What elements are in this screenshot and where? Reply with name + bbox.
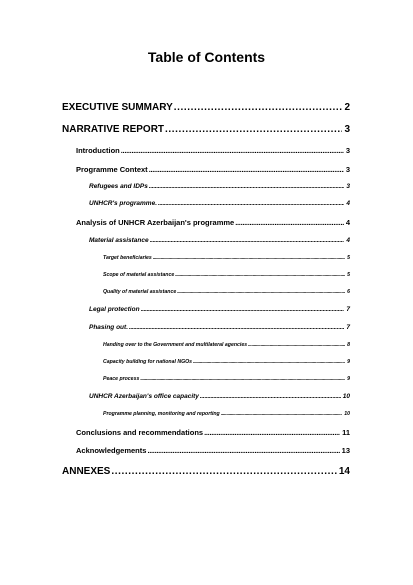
dot-leader xyxy=(149,165,344,174)
dot-leader xyxy=(158,200,344,207)
toc-page-number: 4 xyxy=(346,237,350,244)
toc-page-number: 9 xyxy=(347,359,350,365)
toc-entry-refugees-and-idps[interactable] xyxy=(89,183,350,190)
dot-leader xyxy=(147,446,339,455)
toc-page-number: 7 xyxy=(346,324,350,331)
toc-entry-quality-of-material-assistance[interactable] xyxy=(103,289,350,295)
toc-entry-label: Material assistance xyxy=(89,237,149,244)
toc-entry-programme-context[interactable] xyxy=(76,165,350,174)
toc-entry-phasing-out[interactable] xyxy=(89,324,350,331)
toc-page-number: 9 xyxy=(347,376,350,382)
toc-page-number: 11 xyxy=(342,428,350,437)
dot-leader xyxy=(204,428,340,437)
toc-entry-label: Target beneficiaries xyxy=(103,255,152,261)
toc-entry-executive-summary[interactable] xyxy=(62,102,350,113)
toc-entry-introduction[interactable] xyxy=(76,146,350,155)
page-title: Table of Contents xyxy=(147,49,266,65)
toc-page-number: 10 xyxy=(344,411,350,417)
toc-entry-target-beneficiaries[interactable] xyxy=(103,255,350,261)
toc-entry-unhcr-programme[interactable] xyxy=(89,200,350,207)
toc-entry-label: Introduction xyxy=(76,146,120,155)
dot-leader xyxy=(177,289,345,295)
toc-entry-annexes[interactable] xyxy=(62,466,350,477)
toc-page-number: 4 xyxy=(345,218,350,227)
toc-page-number: 4 xyxy=(346,200,350,207)
toc-entry-label: Legal protection xyxy=(89,306,140,313)
toc-entry-label: Handing over to the Government and multilateral agencies xyxy=(103,342,248,348)
toc-page-number: 13 xyxy=(341,446,350,455)
toc-entry-conclusions[interactable] xyxy=(76,428,350,437)
toc-page-number: 2 xyxy=(344,102,350,113)
toc-entry-programme-planning[interactable] xyxy=(103,411,350,417)
toc-entry-label: Conclusions and recommendations xyxy=(76,428,204,437)
toc-page-number: 6 xyxy=(347,289,350,295)
toc-page-number: 10 xyxy=(342,393,350,400)
toc-page-number: 3 xyxy=(344,124,350,135)
toc-entry-label: UNHCR Azerbaijan's office capacity xyxy=(89,393,199,400)
toc-entry-label: NARRATIVE REPORT xyxy=(62,124,165,135)
dot-leader xyxy=(121,146,344,155)
toc-entry-label: EXECUTIVE SUMMARY xyxy=(62,102,173,113)
toc-entry-label: Programme Context xyxy=(76,165,148,174)
dot-leader xyxy=(174,102,343,113)
dot-leader xyxy=(129,324,344,331)
toc-entry-label: Peace process xyxy=(103,376,140,382)
toc-entry-analysis[interactable] xyxy=(76,218,350,227)
toc-entry-label: Analysis of UNHCR Azerbaijan's programme xyxy=(76,218,235,227)
toc-entry-label: ANNEXES xyxy=(62,466,111,477)
toc-entry-scope-of-material-assistance[interactable] xyxy=(103,272,350,278)
dot-leader xyxy=(141,306,345,313)
dot-leader xyxy=(153,255,345,261)
dot-leader xyxy=(140,376,345,382)
dot-leader xyxy=(150,237,345,244)
toc-entry-capacity-building[interactable] xyxy=(103,359,350,365)
toc-entry-peace-process[interactable] xyxy=(103,376,350,382)
dot-leader xyxy=(111,466,337,477)
dot-leader xyxy=(175,272,345,278)
dot-leader xyxy=(200,393,341,400)
toc-page-number: 8 xyxy=(347,342,350,348)
dot-leader xyxy=(221,411,342,417)
dot-leader xyxy=(248,342,345,348)
toc-entry-label: Scope of material assistance xyxy=(103,272,175,278)
toc-entry-label: Programme planning, monitoring and reporting xyxy=(103,411,220,417)
toc-entry-narrative-report[interactable] xyxy=(62,124,350,135)
toc-entry-label: Capacity building for national NGOs xyxy=(103,359,193,365)
dot-leader xyxy=(149,183,344,190)
toc-entry-label: UNHCR's programme. xyxy=(89,200,158,207)
toc-page-number: 3 xyxy=(346,183,350,190)
toc-entry-label: Quality of material assistance xyxy=(103,289,177,295)
dot-leader xyxy=(235,218,344,227)
toc-entry-material-assistance[interactable] xyxy=(89,237,350,244)
toc-page-number: 3 xyxy=(345,165,350,174)
toc-page-number: 3 xyxy=(345,146,350,155)
toc-page-number: 5 xyxy=(347,272,350,278)
toc-entry-acknowledgements[interactable] xyxy=(76,446,350,455)
toc-page-number: 7 xyxy=(346,306,350,313)
toc-entry-label: Phasing out. xyxy=(89,324,128,331)
dot-leader xyxy=(193,359,345,365)
toc-entry-legal-protection[interactable] xyxy=(89,306,350,313)
dot-leader xyxy=(165,124,342,135)
toc-entry-handing-over[interactable] xyxy=(103,342,350,348)
toc-entry-label: Acknowledgements xyxy=(76,446,147,455)
toc-entry-label: Refugees and IDPs xyxy=(89,183,148,190)
toc-page-number: 14 xyxy=(338,466,350,477)
toc-entry-office-capacity[interactable] xyxy=(89,393,350,400)
toc-page-number: 5 xyxy=(347,255,350,261)
